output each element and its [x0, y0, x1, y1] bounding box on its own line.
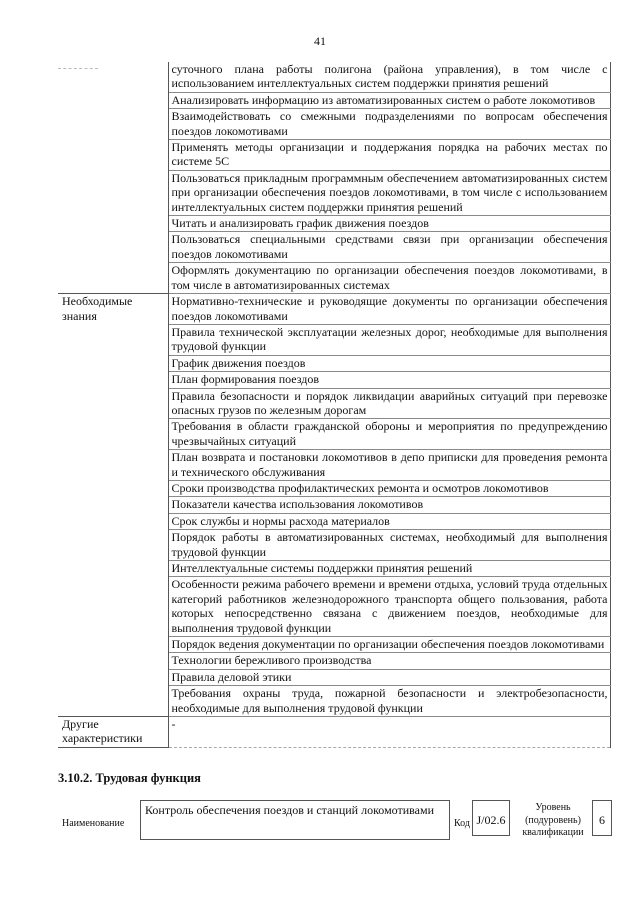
- name-label: Наименование: [62, 818, 125, 829]
- row-text: Сроки производства профилактических ремонта и осмотров локомотивов: [168, 480, 610, 496]
- table-row: [58, 686, 610, 717]
- row-category: [58, 372, 168, 388]
- row-text: План формирования поездов: [168, 372, 610, 388]
- table-row: [58, 216, 610, 232]
- table-row: [58, 513, 610, 529]
- row-category: [58, 109, 168, 140]
- row-category: [58, 419, 168, 450]
- row-text: Применять методы организации и поддержания порядка на рабочих местах по системе 5С: [168, 140, 610, 171]
- row-category: [58, 686, 168, 717]
- row-text: План возврата и постановки локомотивов в депо приписки для проведения ремонта и технического обслуживания: [168, 450, 610, 481]
- table-row: [58, 577, 610, 637]
- code-label: Код: [454, 818, 470, 829]
- table-row: [58, 372, 610, 388]
- table-row: [58, 530, 610, 561]
- row-category: [58, 324, 168, 355]
- table-row: [58, 62, 610, 92]
- row-text: Показатели качества использования локомотивов: [168, 497, 610, 513]
- row-text: Интеллектуальные системы поддержки принятия решений: [168, 561, 610, 577]
- row-text: Правила технической эксплуатации железных дорог, необходимые для выполнения трудовой функции: [168, 324, 610, 355]
- row-category: [58, 216, 168, 232]
- row-category: [58, 263, 168, 294]
- table-row: [58, 92, 610, 108]
- table-row: [58, 324, 610, 355]
- row-category: [58, 561, 168, 577]
- table-row: [58, 140, 610, 171]
- row-category: [58, 232, 168, 263]
- row-category: [58, 170, 168, 215]
- row-text: Взаимодействовать со смежными подразделениями по вопросам обеспечения поездов локомотивами: [168, 109, 610, 140]
- row-category: Необходимые знания: [58, 294, 168, 325]
- qualification-level-label: Уровень (подуровень) квалификации: [522, 802, 584, 838]
- row-text: суточного плана работы полигона (района управления), в том числе с использованием интеллектуальных систем поддержки принятия решений: [168, 62, 610, 92]
- table-row: [58, 170, 610, 215]
- row-category: [58, 355, 168, 371]
- row-text: Нормативно-технические и руководящие документы по организации обеспечения поездов локомотивами: [168, 294, 610, 325]
- row-text: График движения поездов: [168, 355, 610, 371]
- row-category: [58, 530, 168, 561]
- row-category: [58, 140, 168, 171]
- row-category: [58, 577, 168, 637]
- page-number: 41: [314, 34, 326, 48]
- row-category: [58, 92, 168, 108]
- table-row: [58, 450, 610, 481]
- row-category: [58, 669, 168, 685]
- labor-function-name: Контроль обеспечения поездов и станций локомотивами: [140, 800, 450, 840]
- row-category: [58, 62, 168, 92]
- row-text: Порядок ведения документации по организации обеспечения поездов локомотивами: [168, 637, 610, 653]
- row-text: Требования охраны труда, пожарной безопасности и электробезопасности, необходимые для выполнения трудовой функции: [168, 686, 610, 717]
- row-category: [58, 513, 168, 529]
- row-category: [58, 497, 168, 513]
- table-row: [58, 419, 610, 450]
- row-category: [58, 637, 168, 653]
- qualification-level: 6: [592, 800, 612, 836]
- table-row: [58, 669, 610, 685]
- row-text: Анализировать информацию из автоматизированных систем о работе локомотивов: [168, 92, 610, 108]
- table-row: [58, 480, 610, 496]
- row-category: [58, 388, 168, 419]
- row-category: [58, 480, 168, 496]
- row-text: Читать и анализировать график движения поездов: [168, 216, 610, 232]
- table-row: [58, 294, 610, 325]
- table-row: [58, 561, 610, 577]
- labor-function-code: J/02.6: [472, 800, 510, 836]
- row-text: Оформлять документацию по организации обеспечения поездов локомотивами, в том числе в автоматизированных системах: [168, 263, 610, 294]
- table-row: [58, 355, 610, 371]
- table-row: [58, 263, 610, 294]
- table-row: [58, 637, 610, 653]
- row-category: [58, 653, 168, 669]
- table-row: [58, 109, 610, 140]
- section-title: 3.10.2. Трудовая функция: [58, 771, 201, 785]
- table-row: [58, 388, 610, 419]
- table-row: [58, 232, 610, 263]
- row-category: [58, 450, 168, 481]
- row-text: -: [168, 717, 610, 748]
- table-row: [58, 497, 610, 513]
- row-text: Срок службы и нормы расхода материалов: [168, 513, 610, 529]
- row-text: Правила деловой этики: [168, 669, 610, 685]
- requirements-table-body: [58, 62, 610, 747]
- row-text: Технологии бережливого производства: [168, 653, 610, 669]
- row-text: Правила безопасности и порядок ликвидации аварийных ситуаций при перевозке опасных грузов по железным дорогам: [168, 388, 610, 419]
- table-row: [58, 717, 610, 748]
- row-category: Другие характеристики: [58, 717, 168, 748]
- row-text: Требования в области гражданской обороны и мероприятия по предупреждению чрезвычайных ситуаций: [168, 419, 610, 450]
- labor-function-row: [58, 800, 618, 870]
- row-text: Порядок работы в автоматизированных системах, необходимый для выполнения трудовой функции: [168, 530, 610, 561]
- row-text: Пользоваться прикладным программным обеспечением автоматизированных систем при организации обеспечения поездов локомотивами, в том числе с использованием интеллектуальных систем поддержки принятия решений: [168, 170, 610, 215]
- table-row: [58, 653, 610, 669]
- row-text: Особенности режима рабочего времени и времени отдыха, условий труда отдельных категорий работников железнодорожного транспорта общего пользования, работа которых непосредственно связана с движением поездов, необходимые для выполнения трудовой функции: [168, 577, 610, 637]
- row-text: Пользоваться специальными средствами связи при организации обеспечения поездов локомотивами: [168, 232, 610, 263]
- requirements-table: [58, 62, 611, 748]
